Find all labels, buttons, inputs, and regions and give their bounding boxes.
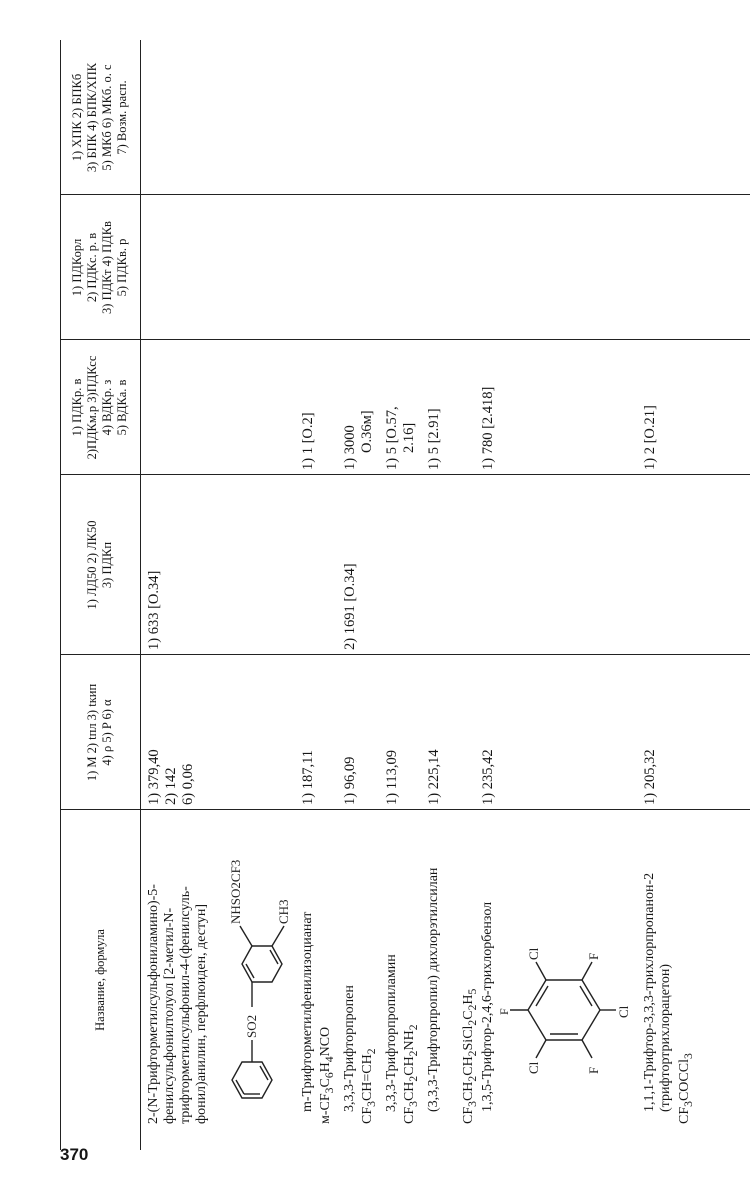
- header-class-text: 1) ХПК 2) БПКб 3) БПК 4) БПК/ХПК 5) МКб 6) МКб. о. с 7) Возм. расп.: [70, 62, 129, 173]
- row-formula: $м-CF_3C_6H_4NCO$: [318, 1026, 336, 1124]
- col-divider: [60, 194, 750, 195]
- header-tox: [60, 475, 140, 655]
- row-name: 1,1,1-Трифтор-3,3,3-трихлорпропанон-2 (трифтортрихлорацетон): [642, 872, 673, 1112]
- cl-label: Cl: [526, 947, 541, 960]
- row-formula: $CF_3CH_2CH_2NH_2$: [402, 1024, 420, 1124]
- rotated-table: [60, 40, 750, 1150]
- header-water-text: 1) ПДКр. в 2)ПДКм.р 3)ПДКсс 4) ВДКр. з 5) ВДКа. в: [70, 355, 129, 460]
- row-prop: 1) 225,14: [426, 749, 442, 805]
- row-water: 1) 5 [O.57,: [384, 406, 400, 470]
- row-formula: $CF_3CH=CH_2$: [360, 1048, 378, 1124]
- row-prop: 1) 187,11: [300, 749, 316, 805]
- row-prop: 2) 142: [163, 767, 179, 805]
- row-name: 2-(N-Трифторметилсульфониламино)-5-фенилсульфонилтолуол [2-метил-N-трифторметилсульфонил-4-(фенилсуль-фонил)анилин, перфлюиден, дестун]: [146, 884, 209, 1124]
- row-prop: 1) 379,40: [146, 749, 162, 805]
- row-prop: 1) 96,09: [342, 756, 358, 805]
- header-name-text: Название, формула: [92, 929, 107, 1031]
- row-tox: 1) 633 [O.34]: [146, 570, 162, 650]
- header-props-text: 1) M 2) tпл 3) tкип 4) ρ 5) P 6) α: [85, 683, 114, 782]
- row-name: 1,3,5-Трифтор-2,4,6-трихлорбензол: [480, 901, 495, 1112]
- row-name: 3,3,3-Трифторпропиламин: [384, 954, 399, 1112]
- row-name: m-Трифторметилфенилизоцианат: [300, 911, 315, 1112]
- row-prop: 1) 205,32: [642, 749, 658, 805]
- row-prop: 1) 113,09: [384, 749, 400, 805]
- row-tox: 2) 1691 [O.34]: [342, 563, 358, 650]
- cl-label: Cl: [616, 1005, 631, 1018]
- row-name: 3,3,3-Трифторпропен: [342, 985, 357, 1112]
- f-label: F: [497, 1008, 511, 1015]
- header-rule: [140, 40, 141, 1150]
- header-name: [60, 810, 140, 1150]
- row-water: 1) 2 [O.21]: [642, 405, 658, 470]
- row-water: O.36м]: [359, 410, 375, 453]
- col-divider: [60, 339, 750, 340]
- col-divider: [60, 474, 750, 475]
- header-class: [60, 40, 140, 195]
- benzene-ring-left: [232, 1040, 272, 1098]
- row-water: 1) 5 [2.91]: [426, 408, 442, 470]
- f-label: F: [586, 1066, 601, 1074]
- row-formula: $CF_3COCCl_3$: [677, 1053, 695, 1124]
- page-number: 370: [60, 1145, 89, 1164]
- table-top-rule: [60, 40, 61, 1150]
- header-water: [60, 340, 140, 475]
- row-prop: 1) 235,42: [480, 749, 496, 805]
- nhso2cf3-label: NHSO2CF3: [228, 859, 243, 924]
- row-water: 1) 1 [O.2]: [300, 412, 316, 470]
- row-water: 2.16]: [401, 422, 417, 453]
- cl-label: Cl: [526, 1061, 541, 1074]
- ch3-label: CH3: [276, 899, 291, 924]
- so2-label: SO2: [244, 1014, 259, 1038]
- header-air-text: 1) ПДКорл 2) ПДКс. р. в 3) ПДКт 4) ПДКв 5) ПДКв. р: [70, 221, 129, 314]
- row-water: 1) 3000: [342, 425, 358, 470]
- benzene-ring-right: [240, 926, 284, 1007]
- header-air: [60, 195, 140, 340]
- row-water: 1) 780 [2.418]: [480, 386, 496, 470]
- structure-trifluorotrichlorobenzene: [497, 910, 631, 1110]
- col-divider: [60, 654, 750, 655]
- header-tox-text: 1) ЛД50 2) ЛК50 3) ПДКп: [85, 520, 114, 610]
- header-props: [60, 655, 140, 810]
- row-formula: $CF_3CH_2CH_2SiCl_2C_2H_5$: [461, 988, 479, 1124]
- f-label: F: [586, 952, 601, 960]
- row-name: (3,3,3-Трифторпропил) дихлорэтилсилан: [426, 867, 441, 1112]
- structure-perfluidone: [212, 812, 292, 1122]
- row-prop: 6) 0,06: [180, 763, 196, 805]
- benzene-ring: [510, 962, 616, 1058]
